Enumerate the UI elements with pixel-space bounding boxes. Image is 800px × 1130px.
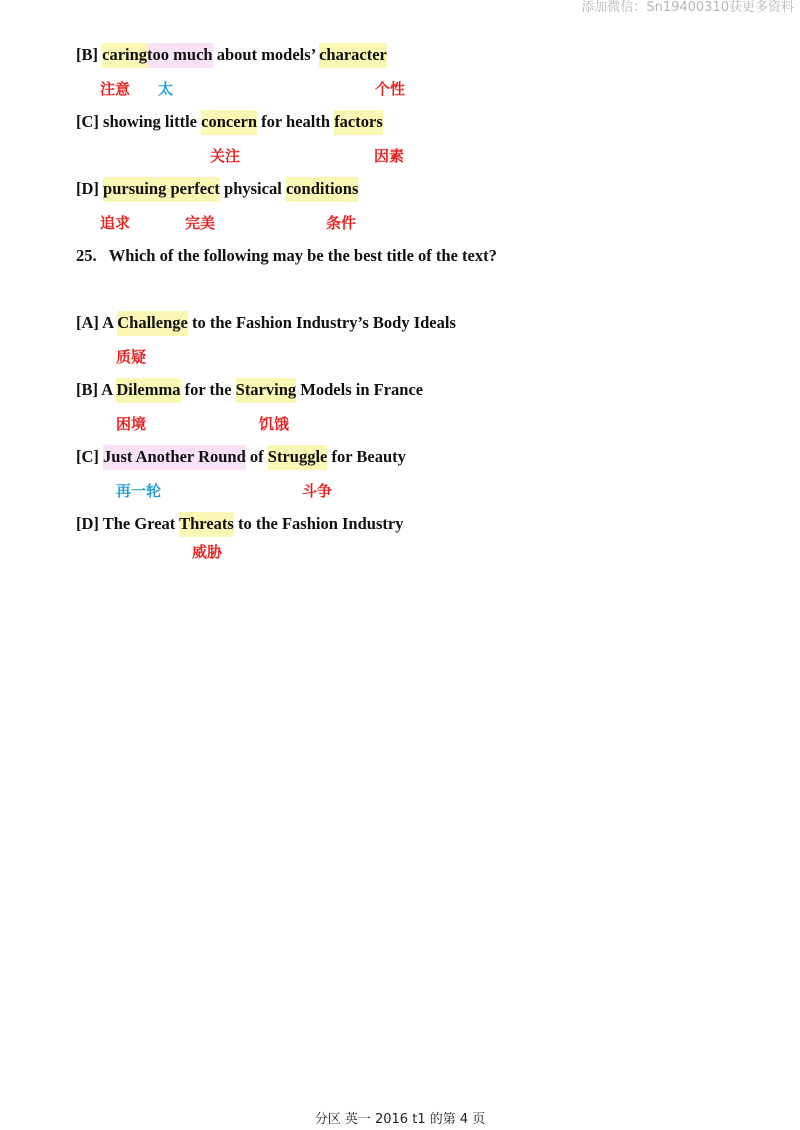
annotation: 追求 (100, 214, 131, 232)
highlight-word: Dilemma (116, 378, 180, 403)
highlight-word: Struggle (268, 445, 328, 470)
annotation: 困境 (116, 415, 147, 433)
highlight-word: Threats (179, 512, 234, 537)
option-24-d (76, 178, 358, 200)
option-text: for the (184, 380, 232, 399)
option-25-c (76, 446, 406, 468)
highlight-word: Starving (236, 378, 297, 403)
highlight-word: conditions (286, 177, 358, 202)
option-text: showing little (103, 112, 197, 131)
option-text: about models’ (216, 45, 315, 64)
option-label: [B] A (76, 380, 113, 399)
annotation: 关注 (210, 147, 241, 165)
option-label: [B] (76, 45, 98, 64)
annotation: 因素 (374, 147, 405, 165)
option-24-b (76, 44, 387, 66)
option-text: for Beauty (331, 447, 406, 466)
annotation: 饥饿 (259, 415, 290, 433)
option-text: for health (261, 112, 331, 131)
highlight-word: too much (147, 43, 213, 68)
page-footer: 分区 英一 2016 t1 的第 4 页 (314, 1112, 486, 1127)
highlight-word: character (319, 43, 387, 68)
annotation: 斗争 (302, 482, 333, 500)
highlight-word: Just Another Round (103, 445, 246, 470)
option-text: physical (224, 179, 282, 198)
highlight-word: factors (334, 110, 383, 135)
question-number: 25. (76, 246, 97, 265)
annotation: 个性 (375, 80, 406, 98)
watermark: 添加微信：Sn19400310获更多资料 (581, 0, 794, 15)
annotation: 太 (158, 80, 174, 98)
option-text: to the Fashion Industry (237, 514, 404, 533)
option-25-a (76, 312, 456, 334)
annotation: 威胁 (192, 543, 223, 561)
option-25-d (76, 513, 403, 535)
annotation: 再一轮 (116, 482, 162, 500)
option-label: [D] (76, 179, 99, 198)
annotation: 完美 (185, 214, 216, 232)
question-text: Which of the following may be the best title of the text? (108, 246, 497, 265)
option-text: of (249, 447, 264, 466)
highlight-word: Challenge (117, 311, 188, 336)
option-label: [A] A (76, 313, 114, 332)
annotation: 条件 (326, 214, 357, 232)
highlight-word: caring (102, 43, 147, 68)
option-text: to the Fashion Industry’s Body Ideals (191, 313, 456, 332)
option-25-b (76, 379, 423, 401)
option-text: Models in France (300, 380, 424, 399)
option-label: [D] The Great (76, 514, 176, 533)
annotation: 注意 (100, 80, 131, 98)
question-25 (76, 245, 497, 267)
highlight-word: pursuing perfect (103, 177, 220, 202)
option-label: [C] (76, 112, 99, 131)
annotation: 质疑 (116, 348, 147, 366)
option-24-c (76, 111, 383, 133)
highlight-word: concern (201, 110, 257, 135)
option-label: [C] (76, 447, 99, 466)
